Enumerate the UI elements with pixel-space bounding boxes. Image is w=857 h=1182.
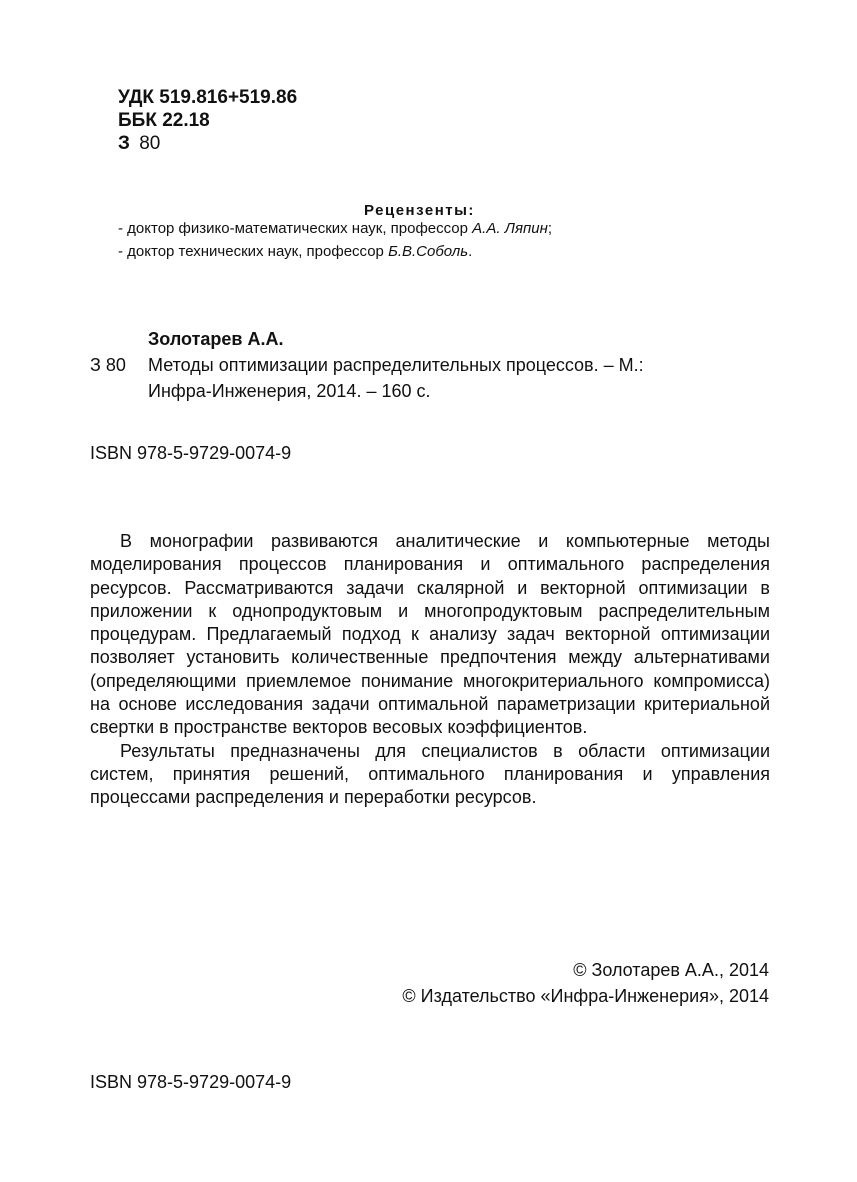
- reviewer-line-1: [118, 218, 552, 240]
- reference-mark: З 80: [90, 355, 126, 375]
- isbn-top: ISBN 978-5-9729-0074-9: [90, 443, 292, 463]
- reviewer-1-name: А.А. Ляпин: [472, 220, 548, 237]
- annotation: [90, 530, 770, 810]
- annotation-paragraph-1: В монографии развиваются аналитические и компьютерные методы моделирования процессов планирования и оптимального распределения ресурсов. Рассматриваются задачи скалярной и векторной оптимизации в приложении к однопродуктовым и многопродуктовым распределительным процедурам. Предлагаемый подход к анализу задач векторной оптимизации позволяет установить количественные предпочтения между альтернативами (определяющими приемлемое понимание многокритериального компромисса) на основе исследования задачи оптимальной параметризации критериальной свертки в пространстве векторов весовых коэффициентов.: [90, 531, 770, 738]
- bbk-code: ББК 22.18: [118, 110, 210, 131]
- reviewer-1-prefix: - доктор физико-математических наук, профессор: [118, 220, 473, 237]
- isbn-bottom: ISBN 978-5-9729-0074-9: [90, 1072, 292, 1092]
- copyright-author: © Золотарев А.А., 2014: [573, 960, 769, 980]
- reference-title-line-2: Инфра-Инженерия, 2014. – 160 с.: [148, 381, 431, 401]
- annotation-paragraph-2: Результаты предназначены для специалистов в области оптимизации систем, принятия решений, оптимального планирования и управления процессами распределения и переработки ресурсов.: [90, 740, 770, 808]
- reference-title-line-1: Методы оптимизации распределительных процессов. – М.:: [148, 355, 644, 375]
- reviewer-line-2: [118, 241, 472, 263]
- copyright-publisher: © Издательство «Инфра-Инженерия», 2014: [402, 986, 769, 1006]
- author-mark: [118, 132, 160, 155]
- reviewer-2-prefix: - доктор технических наук, профессор: [118, 243, 389, 260]
- reviewer-1-suffix: ;: [547, 220, 553, 237]
- author-mark-letter: З: [118, 133, 130, 154]
- reviewer-2-suffix: .: [468, 243, 473, 260]
- author-mark-number: 80: [139, 133, 161, 154]
- reference-author: Золотарев А.А.: [148, 329, 284, 349]
- reviewers-title: Рецензенты:: [364, 202, 475, 219]
- reviewer-2-name: Б.В.Соболь: [388, 243, 469, 260]
- udk-code: УДК 519.816+519.86: [118, 87, 298, 108]
